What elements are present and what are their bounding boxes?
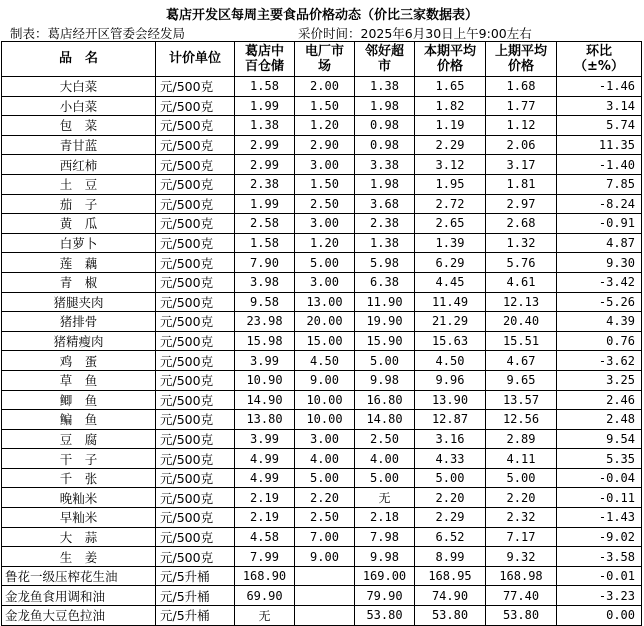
price-previous-average: 5.76: [486, 253, 557, 273]
price-change: -8.24: [557, 194, 642, 214]
price-linhao: 169.00: [355, 566, 415, 586]
price-current-average: 9.96: [415, 370, 486, 390]
table-row: [2, 194, 642, 214]
item-unit: 元/500克: [156, 233, 235, 253]
item-unit: 元/500克: [156, 527, 235, 547]
price-change: 0.76: [557, 331, 642, 351]
price-previous-average: 7.17: [486, 527, 557, 547]
item-name: 早籼米: [2, 508, 156, 528]
price-gedian: 2.58: [235, 214, 295, 234]
price-gedian: 2.99: [235, 155, 295, 175]
table-row: [2, 292, 642, 312]
header-market-dianchang: 电厂市 场: [295, 42, 355, 77]
price-previous-average: 5.00: [486, 468, 557, 488]
price-previous-average: 77.40: [486, 586, 557, 606]
table-body: [2, 77, 642, 626]
item-unit: 元/500克: [156, 96, 235, 116]
header-current-average: 本期平均 价格: [415, 42, 486, 77]
price-current-average: 21.29: [415, 312, 486, 332]
price-change: -9.02: [557, 527, 642, 547]
price-dianchang: 3.00: [295, 429, 355, 449]
header-row: [2, 42, 642, 77]
price-change: 0.00: [557, 606, 642, 626]
price-current-average: 6.52: [415, 527, 486, 547]
price-linhao: 5.98: [355, 253, 415, 273]
price-dianchang: 2.50: [295, 194, 355, 214]
item-name: 黄 瓜: [2, 214, 156, 234]
table-row: [2, 547, 642, 567]
price-gedian: 4.99: [235, 468, 295, 488]
price-change: 2.46: [557, 390, 642, 410]
price-previous-average: 1.32: [486, 233, 557, 253]
table-row: [2, 77, 642, 97]
item-name: 白萝卜: [2, 233, 156, 253]
item-name: 晚籼米: [2, 488, 156, 508]
item-unit: 元/500克: [156, 429, 235, 449]
price-previous-average: 9.32: [486, 547, 557, 567]
price-gedian: 无: [235, 606, 295, 626]
price-current-average: 168.95: [415, 566, 486, 586]
item-name: 金龙鱼食用调和油: [2, 586, 156, 606]
price-change: 9.54: [557, 429, 642, 449]
price-gedian: 69.90: [235, 586, 295, 606]
price-current-average: 8.99: [415, 547, 486, 567]
price-linhao: 1.98: [355, 96, 415, 116]
item-name: 鸡 蛋: [2, 351, 156, 371]
price-gedian: 15.98: [235, 331, 295, 351]
item-name: 鲫 鱼: [2, 390, 156, 410]
item-unit: 元/500克: [156, 312, 235, 332]
price-linhao: 11.90: [355, 292, 415, 312]
price-previous-average: 9.65: [486, 370, 557, 390]
price-dianchang: 3.00: [295, 272, 355, 292]
price-previous-average: 53.80: [486, 606, 557, 626]
table-row: [2, 351, 642, 371]
price-change: 3.25: [557, 370, 642, 390]
price-current-average: 11.49: [415, 292, 486, 312]
price-gedian: 1.99: [235, 96, 295, 116]
price-dianchang: 3.00: [295, 214, 355, 234]
price-linhao: 3.68: [355, 194, 415, 214]
table-row: [2, 214, 642, 234]
item-name: 猪精瘦肉: [2, 331, 156, 351]
table-row: [2, 606, 642, 626]
price-gedian: 2.19: [235, 488, 295, 508]
item-unit: 元/500克: [156, 508, 235, 528]
price-current-average: 15.63: [415, 331, 486, 351]
price-current-average: 12.87: [415, 410, 486, 430]
item-unit: 元/500克: [156, 370, 235, 390]
item-name: 金龙鱼大豆色拉油: [2, 606, 156, 626]
item-unit: 元/500克: [156, 351, 235, 371]
price-gedian: 7.90: [235, 253, 295, 273]
item-unit: 元/500克: [156, 135, 235, 155]
item-unit: 元/500克: [156, 272, 235, 292]
price-gedian: 14.90: [235, 390, 295, 410]
price-change: -0.01: [557, 566, 642, 586]
price-dianchang: 4.50: [295, 351, 355, 371]
price-dianchang: 5.00: [295, 468, 355, 488]
price-linhao: 9.98: [355, 547, 415, 567]
price-change: -1.43: [557, 508, 642, 528]
price-change: -3.23: [557, 586, 642, 606]
price-gedian: 3.98: [235, 272, 295, 292]
item-name: 大白菜: [2, 77, 156, 97]
price-dianchang: 13.00: [295, 292, 355, 312]
table-row: [2, 429, 642, 449]
price-current-average: 6.29: [415, 253, 486, 273]
price-gedian: 1.99: [235, 194, 295, 214]
price-change: -0.11: [557, 488, 642, 508]
price-previous-average: 12.13: [486, 292, 557, 312]
price-current-average: 4.50: [415, 351, 486, 371]
item-name: 茄 子: [2, 194, 156, 214]
header-supermarket-linhao: 邻好超 市: [355, 42, 415, 77]
table-row: [2, 566, 642, 586]
price-change: 4.87: [557, 233, 642, 253]
price-gedian: 23.98: [235, 312, 295, 332]
item-unit: 元/5升桶: [156, 586, 235, 606]
price-previous-average: 168.98: [486, 566, 557, 586]
price-current-average: 4.45: [415, 272, 486, 292]
item-unit: 元/500克: [156, 174, 235, 194]
price-dianchang: 1.20: [295, 233, 355, 253]
header-previous-average: 上期平均 价格: [486, 42, 557, 77]
price-linhao: 3.38: [355, 155, 415, 175]
price-dianchang: [295, 566, 355, 586]
item-name: 猪腿夹肉: [2, 292, 156, 312]
price-current-average: 3.16: [415, 429, 486, 449]
price-current-average: 4.33: [415, 449, 486, 469]
table-row: [2, 410, 642, 430]
price-current-average: 1.95: [415, 174, 486, 194]
header-store-gedian: 葛店中 百仓储: [235, 42, 295, 77]
price-dianchang: 9.00: [295, 547, 355, 567]
price-change: -1.46: [557, 77, 642, 97]
table-row: [2, 174, 642, 194]
price-linhao: 14.80: [355, 410, 415, 430]
price-gedian: 4.99: [235, 449, 295, 469]
price-current-average: 53.80: [415, 606, 486, 626]
sheet-title: 葛店开发区每周主要食品价格动态（价比三家数据表）: [165, 8, 478, 23]
item-unit: 元/500克: [156, 410, 235, 430]
price-linhao: 4.00: [355, 449, 415, 469]
price-previous-average: 2.20: [486, 488, 557, 508]
price-gedian: 2.38: [235, 174, 295, 194]
price-linhao: 15.90: [355, 331, 415, 351]
price-linhao: 16.80: [355, 390, 415, 410]
price-dianchang: [295, 586, 355, 606]
price-previous-average: 3.17: [486, 155, 557, 175]
price-change: -0.04: [557, 468, 642, 488]
price-dianchang: 2.90: [295, 135, 355, 155]
item-name: 猪排骨: [2, 312, 156, 332]
price-current-average: 2.29: [415, 135, 486, 155]
price-current-average: 2.20: [415, 488, 486, 508]
table-row: [2, 331, 642, 351]
table-row: [2, 508, 642, 528]
price-previous-average: 2.97: [486, 194, 557, 214]
table-row: [2, 468, 642, 488]
table-row: [2, 586, 642, 606]
price-current-average: 1.19: [415, 116, 486, 136]
price-previous-average: 13.57: [486, 390, 557, 410]
price-dianchang: 1.50: [295, 96, 355, 116]
price-change: 11.35: [557, 135, 642, 155]
price-dianchang: 10.00: [295, 390, 355, 410]
table-maker: 制表：葛店经开区管委会经发局: [10, 26, 186, 41]
item-name: 干 子: [2, 449, 156, 469]
price-change: 7.85: [557, 174, 642, 194]
price-linhao: 1.38: [355, 77, 415, 97]
price-gedian: 2.19: [235, 508, 295, 528]
item-unit: 元/500克: [156, 214, 235, 234]
price-dianchang: [295, 606, 355, 626]
price-gedian: 1.58: [235, 233, 295, 253]
item-unit: 元/500克: [156, 449, 235, 469]
table-row: [2, 96, 642, 116]
item-name: 青甘蓝: [2, 135, 156, 155]
price-linhao: 79.90: [355, 586, 415, 606]
price-gedian: 1.58: [235, 77, 295, 97]
item-unit: 元/500克: [156, 468, 235, 488]
price-current-average: 2.72: [415, 194, 486, 214]
item-name: 西红柿: [2, 155, 156, 175]
price-linhao: 9.98: [355, 370, 415, 390]
price-linhao: 2.18: [355, 508, 415, 528]
item-unit: 元/500克: [156, 155, 235, 175]
price-previous-average: 2.89: [486, 429, 557, 449]
item-name: 草 鱼: [2, 370, 156, 390]
price-linhao: 6.38: [355, 272, 415, 292]
price-change: -3.58: [557, 547, 642, 567]
price-current-average: 2.65: [415, 214, 486, 234]
price-gedian: 168.90: [235, 566, 295, 586]
price-previous-average: 1.77: [486, 96, 557, 116]
price-dianchang: 10.00: [295, 410, 355, 430]
price-current-average: 2.29: [415, 508, 486, 528]
item-unit: 元/500克: [156, 292, 235, 312]
item-unit: 元/500克: [156, 253, 235, 273]
price-change: 9.30: [557, 253, 642, 273]
price-change: -3.62: [557, 351, 642, 371]
price-previous-average: 2.06: [486, 135, 557, 155]
price-gedian: 10.90: [235, 370, 295, 390]
price-change: 5.35: [557, 449, 642, 469]
price-dianchang: 1.50: [295, 174, 355, 194]
price-linhao: 7.98: [355, 527, 415, 547]
price-dianchang: 2.00: [295, 77, 355, 97]
price-change: -5.26: [557, 292, 642, 312]
price-previous-average: 12.56: [486, 410, 557, 430]
table-row: [2, 253, 642, 273]
item-name: 土 豆: [2, 174, 156, 194]
item-unit: 元/500克: [156, 331, 235, 351]
price-previous-average: 1.68: [486, 77, 557, 97]
price-change: 3.14: [557, 96, 642, 116]
price-gedian: 3.99: [235, 351, 295, 371]
price-change: 2.48: [557, 410, 642, 430]
price-previous-average: 1.81: [486, 174, 557, 194]
price-linhao: 0.98: [355, 116, 415, 136]
table-row: [2, 449, 642, 469]
price-linhao: 5.00: [355, 351, 415, 371]
price-previous-average: 4.67: [486, 351, 557, 371]
header-name: 品 名: [2, 42, 156, 77]
price-current-average: 5.00: [415, 468, 486, 488]
item-name: 青 椒: [2, 272, 156, 292]
price-linhao: 1.38: [355, 233, 415, 253]
price-previous-average: 4.61: [486, 272, 557, 292]
header-change-percent: 环比 （±%）: [557, 42, 642, 77]
item-unit: 元/5升桶: [156, 566, 235, 586]
item-name: 莲 藕: [2, 253, 156, 273]
price-change: -3.42: [557, 272, 642, 292]
price-linhao: 无: [355, 488, 415, 508]
price-change: -1.40: [557, 155, 642, 175]
table-row: [2, 312, 642, 332]
table-row: [2, 155, 642, 175]
item-name: 小白菜: [2, 96, 156, 116]
price-linhao: 0.98: [355, 135, 415, 155]
item-unit: 元/500克: [156, 116, 235, 136]
item-unit: 元/500克: [156, 547, 235, 567]
price-gedian: 7.99: [235, 547, 295, 567]
item-unit: 元/500克: [156, 488, 235, 508]
table-row: [2, 527, 642, 547]
table-row: [2, 116, 642, 136]
price-previous-average: 4.11: [486, 449, 557, 469]
price-gedian: 2.99: [235, 135, 295, 155]
price-dianchang: 3.00: [295, 155, 355, 175]
item-name: 千 张: [2, 468, 156, 488]
table-row: [2, 272, 642, 292]
price-change: 5.74: [557, 116, 642, 136]
item-unit: 元/500克: [156, 390, 235, 410]
price-previous-average: 15.51: [486, 331, 557, 351]
item-unit: 元/500克: [156, 77, 235, 97]
price-change: 4.39: [557, 312, 642, 332]
price-current-average: 1.82: [415, 96, 486, 116]
item-name: 大 蒜: [2, 527, 156, 547]
item-unit: 元/5升桶: [156, 606, 235, 626]
table-row: [2, 488, 642, 508]
price-dianchang: 15.00: [295, 331, 355, 351]
price-linhao: 2.38: [355, 214, 415, 234]
price-linhao: 1.98: [355, 174, 415, 194]
price-previous-average: 2.32: [486, 508, 557, 528]
table-row: [2, 390, 642, 410]
price-gedian: 9.58: [235, 292, 295, 312]
collection-time: 采价时间：2025年6月30日上午9:00左右: [298, 26, 532, 41]
item-name: 鳊 鱼: [2, 410, 156, 430]
price-current-average: 1.65: [415, 77, 486, 97]
price-previous-average: 1.12: [486, 116, 557, 136]
item-name: 豆 腐: [2, 429, 156, 449]
item-unit: 元/500克: [156, 194, 235, 214]
table-row: [2, 233, 642, 253]
price-dianchang: 5.00: [295, 253, 355, 273]
price-current-average: 74.90: [415, 586, 486, 606]
price-current-average: 3.12: [415, 155, 486, 175]
item-name: 生 姜: [2, 547, 156, 567]
price-current-average: 1.39: [415, 233, 486, 253]
price-dianchang: 1.20: [295, 116, 355, 136]
item-name: 包 菜: [2, 116, 156, 136]
price-gedian: 4.58: [235, 527, 295, 547]
price-gedian: 1.38: [235, 116, 295, 136]
price-linhao: 53.80: [355, 606, 415, 626]
table-row: [2, 370, 642, 390]
price-previous-average: 20.40: [486, 312, 557, 332]
price-dianchang: 2.50: [295, 508, 355, 528]
price-current-average: 13.90: [415, 390, 486, 410]
price-dianchang: 4.00: [295, 449, 355, 469]
price-linhao: 2.50: [355, 429, 415, 449]
price-table: [1, 41, 642, 626]
price-dianchang: 20.00: [295, 312, 355, 332]
price-gedian: 3.99: [235, 429, 295, 449]
price-dianchang: 2.20: [295, 488, 355, 508]
price-linhao: 5.00: [355, 468, 415, 488]
price-previous-average: 2.68: [486, 214, 557, 234]
price-gedian: 13.80: [235, 410, 295, 430]
price-change: -0.91: [557, 214, 642, 234]
header-unit: 计价单位: [156, 42, 235, 77]
price-linhao: 19.90: [355, 312, 415, 332]
table-row: [2, 135, 642, 155]
price-dianchang: 7.00: [295, 527, 355, 547]
price-dianchang: 9.00: [295, 370, 355, 390]
item-name: 鲁花一级压榨花生油: [2, 566, 156, 586]
